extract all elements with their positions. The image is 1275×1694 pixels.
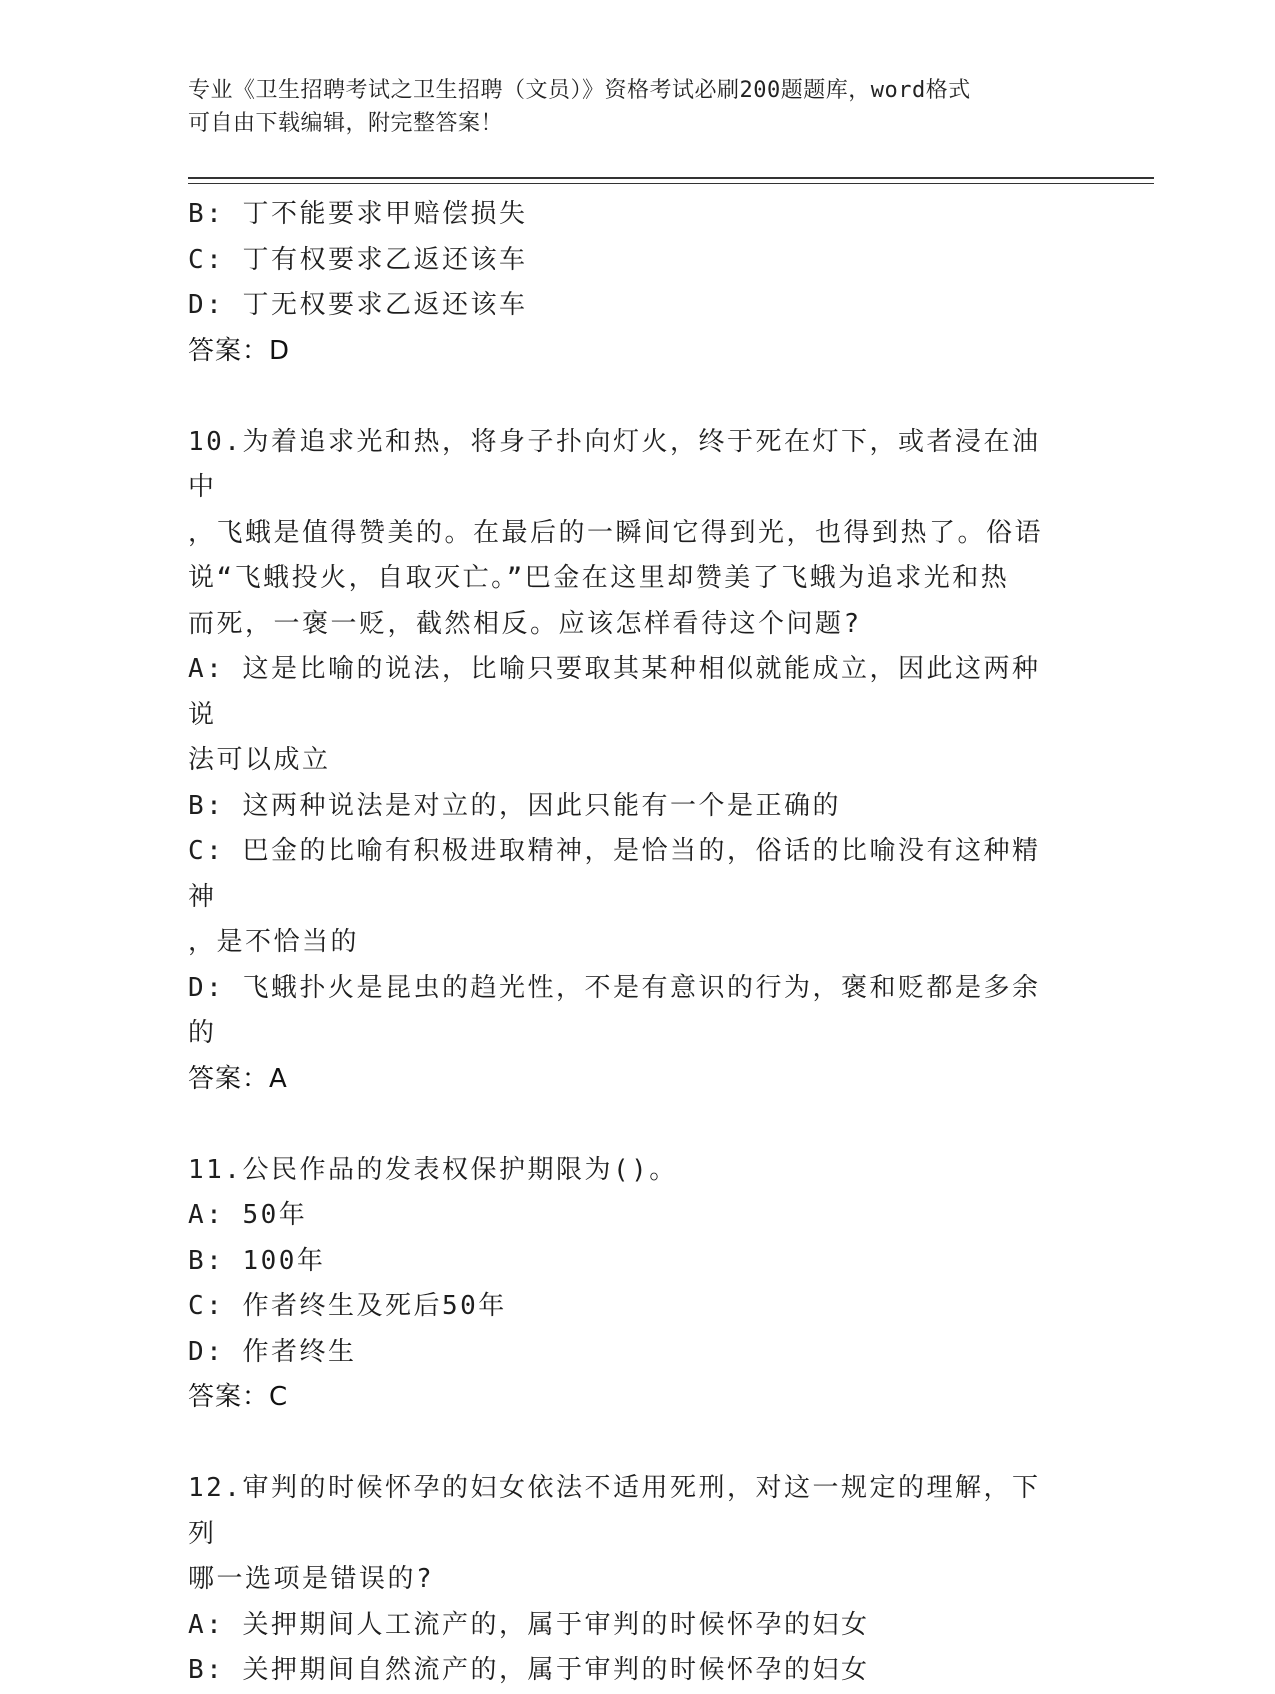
question-11-option-d: D: 作者终生 (188, 1336, 357, 1367)
header-title-line-2: 可自由下载编辑，附完整答案！ (188, 111, 504, 136)
question-content (188, 192, 1068, 1694)
question-9-answer: 答案：D (188, 335, 291, 366)
question-11-stem-line: 11.公民作品的发表权保护期限为()。 (188, 1154, 678, 1185)
question-10-stem-line: 而死，一褒一贬，截然相反。应该怎样看待这个问题? (188, 608, 862, 639)
header-title-line-1: 专业《卫生招聘考试之卫生招聘（文员）》资格考试必刷200题题库，word格式 (188, 78, 971, 103)
question-10-option-b: B: 这两种说法是对立的，因此只能有一个是正确的 (188, 790, 841, 821)
question-12-stem-line: 12.审判的时候怀孕的妇女依法不适用死刑，对这一规定的理解，下列 (188, 1473, 1041, 1549)
question-10-option-a: A: 这是比喻的说法，比喻只要取其某种相似就能成立，因此这两种说 (188, 654, 1041, 730)
question-11-option-a: A: 50年 (188, 1200, 308, 1230)
question-9-option-b: B: 丁不能要求甲赔偿损失 (188, 199, 528, 229)
page-header (188, 74, 1088, 140)
question-10-option-c: C: 巴金的比喻有积极进取精神，是恰当的，俗话的比喻没有这种精神 (188, 836, 1041, 912)
question-12 (188, 1466, 1068, 1694)
question-9-option-c: C: 丁有权要求乙返还该车 (188, 244, 528, 275)
spacer (188, 1421, 1068, 1467)
question-10 (188, 420, 1068, 1103)
question-11-option-b: B: 100年 (188, 1245, 326, 1276)
question-12-option-a: A: 关押期间人工流产的，属于审判的时候怀孕的妇女 (188, 1609, 870, 1640)
question-12-stem-line: 哪一选项是错误的? (188, 1564, 435, 1594)
question-10-option-c-cont: ，是不恰当的 (188, 927, 360, 957)
question-10-stem-line: ，飞蛾是值得赞美的。在最后的一瞬间它得到光，也得到热了。俗语 (188, 517, 1044, 548)
question-10-answer: 答案：A (188, 1063, 288, 1094)
question-10-option-d: D: 飞蛾扑火是昆虫的趋光性，不是有意识的行为，褒和贬都是多余的 (188, 972, 1041, 1048)
header-divider-thin (188, 183, 1154, 184)
question-10-stem-line: 10.为着追求光和热，将身子扑向灯火，终于死在灯下，或者浸在油中 (188, 426, 1041, 502)
spacer (188, 1102, 1068, 1148)
question-10-option-a-cont: 法可以成立 (188, 745, 331, 775)
question-9-continued (188, 192, 1068, 374)
question-11-answer: 答案：C (188, 1382, 289, 1412)
header-divider-thick (188, 177, 1154, 179)
question-12-option-b: B: 关押期间自然流产的，属于审判的时候怀孕的妇女 (188, 1655, 870, 1685)
question-11 (188, 1148, 1068, 1421)
question-9-option-d: D: 丁无权要求乙返还该车 (188, 290, 528, 320)
question-11-option-c: C: 作者终生及死后50年 (188, 1291, 507, 1321)
question-10-stem-line: 说“飞蛾投火，自取灭亡。”巴金在这里却赞美了飞蛾为追求光和热 (188, 563, 1010, 593)
spacer (188, 374, 1068, 420)
